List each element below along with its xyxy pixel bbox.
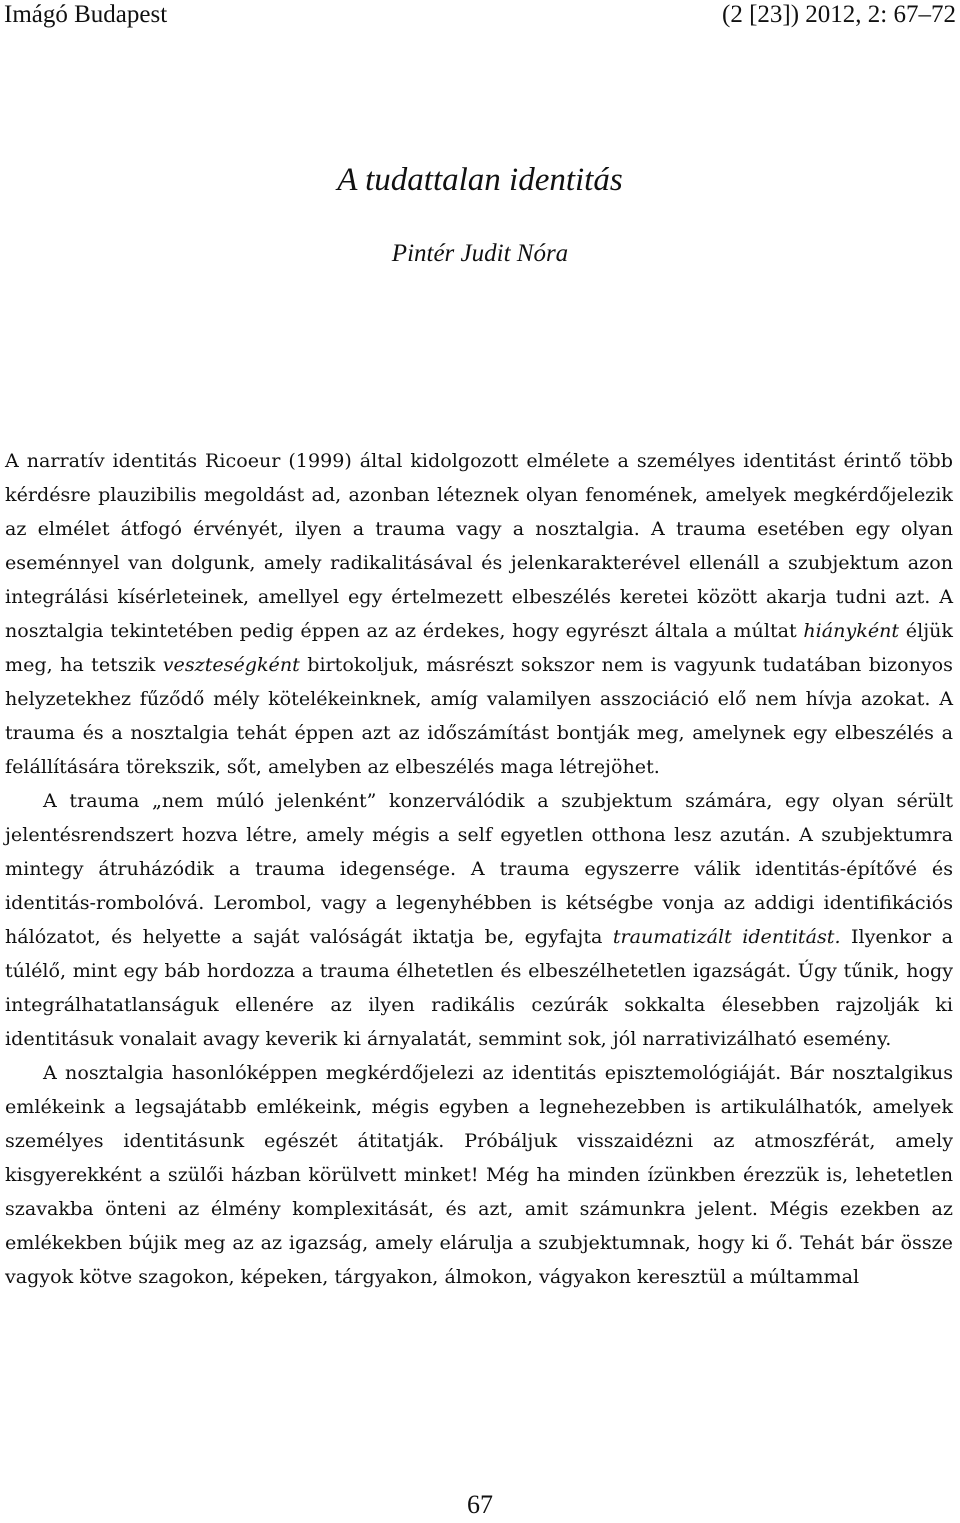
text-segment: Ilyenkor a túlélő, mint egy báb hordozza a trauma élhetetlen és elbeszélhetetlen igazságát. Úgy tűnik, hogy integrálhatatlanságuk ellenére az ilyen radikális cezúrák sokkalta élesebben rajzolják ki identitásuk vonalait avagy keverik ki árnyalatát, semmint sok, jól narrativizálható esemény.	[5, 925, 953, 1050]
paragraph-2	[5, 784, 953, 1056]
page-number: 67	[467, 1490, 493, 1519]
text-segment: birtokoljuk, másrészt sokszor nem is vagyunk tudatában bizonyos helyzetekhez fűződő mély kötelékeinknek, amíg valamilyen asszociáció elő nem hívja azokat. A trauma és a nosztalgia tehát éppen azt az időszámítást bontják meg, amelynek egy elbeszélés a felállítására törekszik, sőt, amelyben az elbeszélés maga létrejöhet.	[5, 653, 953, 778]
article-title: A tudattalan identitás	[337, 162, 623, 198]
text-segment: éljük meg, ha tetszik	[5, 619, 953, 676]
emphasis-traumatizalt-identitast: traumatizált identitást.	[612, 925, 841, 948]
paragraph-1	[5, 444, 953, 784]
article-body	[5, 444, 953, 1294]
emphasis-hianykent: hiányként	[803, 619, 900, 642]
article-author: Pintér Judit Nóra	[391, 240, 569, 267]
emphasis-vesztesegkent: veszteségként	[162, 653, 300, 676]
issue-info: (2 [23]) 2012, 2: 67–72	[722, 1, 956, 28]
journal-name: Imágó Budapest	[4, 1, 168, 28]
text-segment: A trauma „nem múló jelenként” konzerválódik a szubjektum számára, egy olyan sérült jelentésrendszert hozva létre, amely mégis a self egyetlen otthona lesz azután. A szubjektumra mintegy átruházódik a trauma idegensége. A trauma egyszerre válik identitás-építővé és identitás-rombolóvá. Lerombol, vagy a legenyhébben is kétségbe vonja az addigi identifikációs hálózatot, és helyette a saját valóságát iktatja be, egyfajta	[5, 789, 953, 948]
running-header	[4, 0, 956, 30]
text-segment: A narratív identitás Ricoeur (1999) által kidolgozott elmélete a személyes identitást érintő több kérdésre plauzibilis megoldást ad, azonban léteznek olyan fenomének, amelyek megkérdőjelezik az elmélet átfogó érvényét, ilyen a trauma vagy a nosztalgia. A trauma esetében egy olyan eseménnyel van dolgunk, amely radikalitásával és jelenkarakterével ellenáll a szubjektum azon integrálási kísérleteinek, amellyel egy értelmezett elbeszélés keretei között akarja tudni azt. A nosztalgia tekintetében pedig éppen az az érdekes, hogy egyrészt általa a múltat	[5, 449, 953, 642]
text-segment: A nosztalgia hasonlóképpen megkérdőjelezi az identitás episztemológiáját. Bár nosztalgikus emlékeink a legsajátabb emlékeink, mégis egyben a legnehezebben is artikulálhatók, amelyek személyes identitásunk egészét átitatják. Próbáljuk visszaidézni az atmoszférát, amely kisgyerekként a szülői házban körülvett minket! Még ha minden ízünkben érezzük is, lehetetlen szavakba önteni az élmény komplexitását, és azt, amit számunkra jelent. Mégis ezekben az emlékekben bújik meg az az igazság, amely elárulja a szubjektumnak, hogy ki ő. Tehát bár össze vagyok kötve szagokon, képeken, tárgyakon, álmokon, vágyakon keresztül a múltammal	[5, 1061, 953, 1288]
paragraph-3	[5, 1056, 953, 1294]
